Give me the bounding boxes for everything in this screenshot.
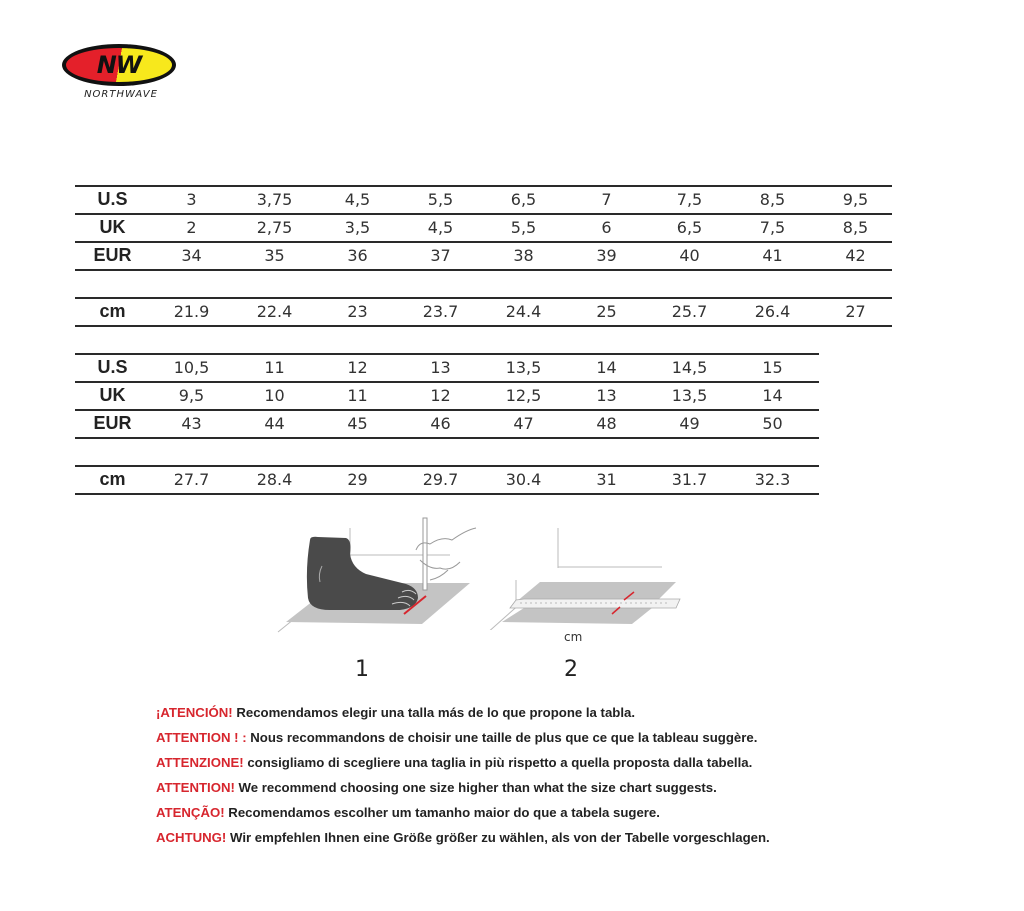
table-row-cm xyxy=(75,297,892,327)
row-label: U.S xyxy=(97,356,128,377)
row-label: cm xyxy=(99,468,126,489)
row-label: EUR xyxy=(93,412,132,433)
logo-oval xyxy=(62,44,176,86)
size-cell: 22.4 xyxy=(256,301,293,321)
size-cell: 29.7 xyxy=(422,469,459,489)
warning-fr xyxy=(156,725,770,750)
size-cell: 7,5 xyxy=(759,217,786,237)
size-cell: 8,5 xyxy=(759,189,786,209)
size-cell: 37 xyxy=(430,245,451,265)
size-cell: 44 xyxy=(264,413,285,433)
size-cell: 10,5 xyxy=(173,357,210,377)
table-row-cm xyxy=(75,465,819,495)
logo-wordmark: NORTHWAVE xyxy=(84,89,158,100)
warning-keyword: ATTENTION ! : xyxy=(156,730,247,745)
size-cell: 26.4 xyxy=(754,301,791,321)
table-row-spacer xyxy=(75,437,819,467)
size-cell: 23.7 xyxy=(422,301,459,321)
warning-pt xyxy=(156,800,770,825)
size-cell: 36 xyxy=(347,245,368,265)
size-cell: 6 xyxy=(601,217,612,237)
warning-text: Recomendamos elegir una talla más de lo que propone la tabla. xyxy=(232,705,635,720)
row-label: cm xyxy=(99,300,126,321)
size-cell: 46 xyxy=(430,413,451,433)
warning-de xyxy=(156,825,770,850)
size-cell: 25.7 xyxy=(671,301,708,321)
size-cell: 7 xyxy=(601,189,612,209)
size-cell: 11 xyxy=(264,357,285,377)
size-cell: 30.4 xyxy=(505,469,542,489)
warning-text: Wir empfehlen Ihnen eine Größe größer zu wählen, als von der Tabelle vorgeschlagen. xyxy=(226,830,770,845)
size-cell: 12 xyxy=(430,385,451,405)
table-row-eur xyxy=(75,241,892,271)
ruler-illustration-icon xyxy=(480,510,700,630)
size-cell: 48 xyxy=(596,413,617,433)
size-cell: 6,5 xyxy=(676,217,703,237)
figure-number: 2 xyxy=(564,657,578,682)
size-cell: 25 xyxy=(596,301,617,321)
size-cell: 9,5 xyxy=(842,189,869,209)
size-cell: 21.9 xyxy=(173,301,210,321)
size-cell: 2,75 xyxy=(256,217,293,237)
size-cell: 5,5 xyxy=(510,217,537,237)
figure-foot-measurement xyxy=(270,510,490,690)
row-label: UK xyxy=(99,384,126,405)
size-cell: 42 xyxy=(845,245,866,265)
size-cell: 50 xyxy=(762,413,783,433)
size-cell: 14 xyxy=(596,357,617,377)
size-cell: 27.7 xyxy=(173,469,210,489)
unit-label: cm xyxy=(564,630,583,644)
size-cell: 13,5 xyxy=(505,357,542,377)
warning-text: We recommend choosing one size higher than what the size chart suggests. xyxy=(234,780,717,795)
size-cell: 8,5 xyxy=(842,217,869,237)
table-row-us xyxy=(75,185,892,215)
size-cell: 10 xyxy=(264,385,285,405)
size-cell: 41 xyxy=(762,245,783,265)
row-label: EUR xyxy=(93,244,132,265)
size-cell: 31.7 xyxy=(671,469,708,489)
northwave-logo xyxy=(60,44,182,106)
size-cell: 13 xyxy=(596,385,617,405)
size-cell: 35 xyxy=(264,245,285,265)
row-label: U.S xyxy=(97,188,128,209)
size-cell: 28.4 xyxy=(256,469,293,489)
size-cell: 5,5 xyxy=(427,189,454,209)
size-cell: 7,5 xyxy=(676,189,703,209)
warning-keyword: ¡ATENCIÓN! xyxy=(156,705,233,720)
size-cell: 12 xyxy=(347,357,368,377)
size-cell: 9,5 xyxy=(178,385,205,405)
size-cell: 14,5 xyxy=(671,357,708,377)
size-cell: 6,5 xyxy=(510,189,537,209)
size-cell: 49 xyxy=(679,413,700,433)
size-cell: 38 xyxy=(513,245,534,265)
size-cell: 13 xyxy=(430,357,451,377)
size-cell: 24.4 xyxy=(505,301,542,321)
figure-number: 1 xyxy=(355,657,369,682)
size-cell: 2 xyxy=(186,217,197,237)
warning-text: Nous recommandons de choisir une taille de plus que ce que la tableau suggère. xyxy=(246,730,758,745)
size-cell: 43 xyxy=(181,413,202,433)
size-cell: 13,5 xyxy=(671,385,708,405)
warning-text: consigliamo di scegliere una taglia in più rispetto a quella proposta dalla tabella. xyxy=(243,755,753,770)
size-cell: 34 xyxy=(181,245,202,265)
table-row-uk xyxy=(75,213,892,243)
size-cell: 32.3 xyxy=(754,469,791,489)
size-cell: 15 xyxy=(762,357,783,377)
size-cell: 14 xyxy=(762,385,783,405)
warning-keyword: ATENÇÃO! xyxy=(156,805,225,820)
size-cell: 4,5 xyxy=(427,217,454,237)
size-cell: 3,75 xyxy=(256,189,293,209)
table-row-us xyxy=(75,353,819,383)
size-cell: 47 xyxy=(513,413,534,433)
warning-it xyxy=(156,750,770,775)
warning-en xyxy=(156,775,770,800)
table-row-eur xyxy=(75,409,819,439)
logo-mark: NW xyxy=(96,51,142,79)
warning-keyword: ATTENZIONE! xyxy=(156,755,244,770)
size-cell: 27 xyxy=(845,301,866,321)
size-cell: 45 xyxy=(347,413,368,433)
size-cell: 11 xyxy=(347,385,368,405)
size-cell: 23 xyxy=(347,301,368,321)
size-cell: 3,5 xyxy=(344,217,371,237)
figure-ruler-measurement xyxy=(480,510,700,690)
size-cell: 31 xyxy=(596,469,617,489)
size-cell: 29 xyxy=(347,469,368,489)
warning-text: Recomendamos escolher um tamanho maior do que a tabela sugere. xyxy=(224,805,660,820)
warning-es xyxy=(156,700,770,725)
warning-keyword: ATTENTION! xyxy=(156,780,235,795)
foot-illustration-icon xyxy=(270,510,490,640)
row-label: UK xyxy=(99,216,126,237)
table-row-spacer xyxy=(75,269,892,299)
size-cell: 4,5 xyxy=(344,189,371,209)
size-cell: 12,5 xyxy=(505,385,542,405)
size-cell: 3 xyxy=(186,189,197,209)
table-row-uk xyxy=(75,381,819,411)
size-cell: 40 xyxy=(679,245,700,265)
warning-keyword: ACHTUNG! xyxy=(156,830,227,845)
size-cell: 39 xyxy=(596,245,617,265)
size-warnings xyxy=(156,700,770,850)
